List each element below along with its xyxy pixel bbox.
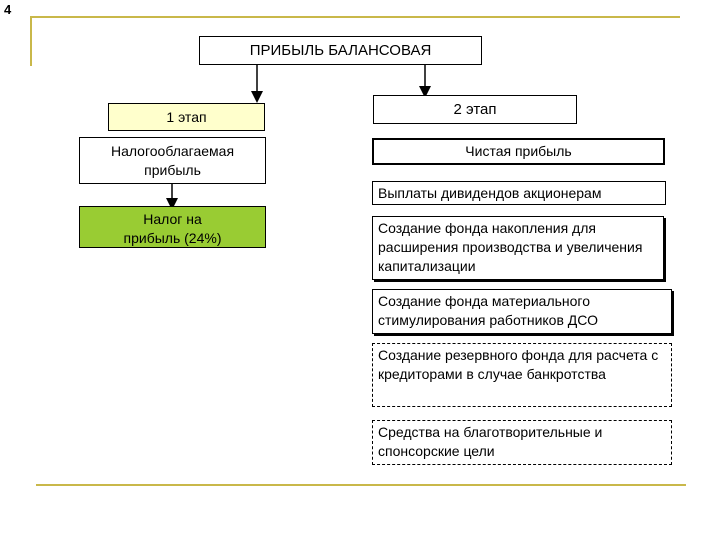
stage2-box: 2 этап — [373, 95, 577, 124]
taxable-profit-box: Налогооблагаемая прибыль — [79, 137, 266, 184]
stage1-box: 1 этап — [108, 103, 265, 131]
net-profit-box: Чистая прибыль — [372, 138, 665, 165]
incentive-fund-box: Создание фонда материального стимулирования работников ДСО — [372, 289, 672, 334]
slide-number: 4 — [4, 2, 12, 17]
charity-box: Средства на благотворительные и спонсорские цели — [372, 420, 672, 465]
dividends-box: Выплаты дивидендов акционерам — [372, 181, 666, 205]
accumulation-fund-box: Создание фонда накопления для расширения производства и увеличения капитализации — [372, 216, 664, 280]
income-tax-box: Налог на прибыль (24%) — [79, 206, 266, 248]
reserve-fund-box: Создание резервного фонда для расчета с кредиторами в случае банкротства — [372, 343, 672, 407]
balance-profit-box: ПРИБЫЛЬ БАЛАНСОВАЯ — [199, 36, 482, 65]
